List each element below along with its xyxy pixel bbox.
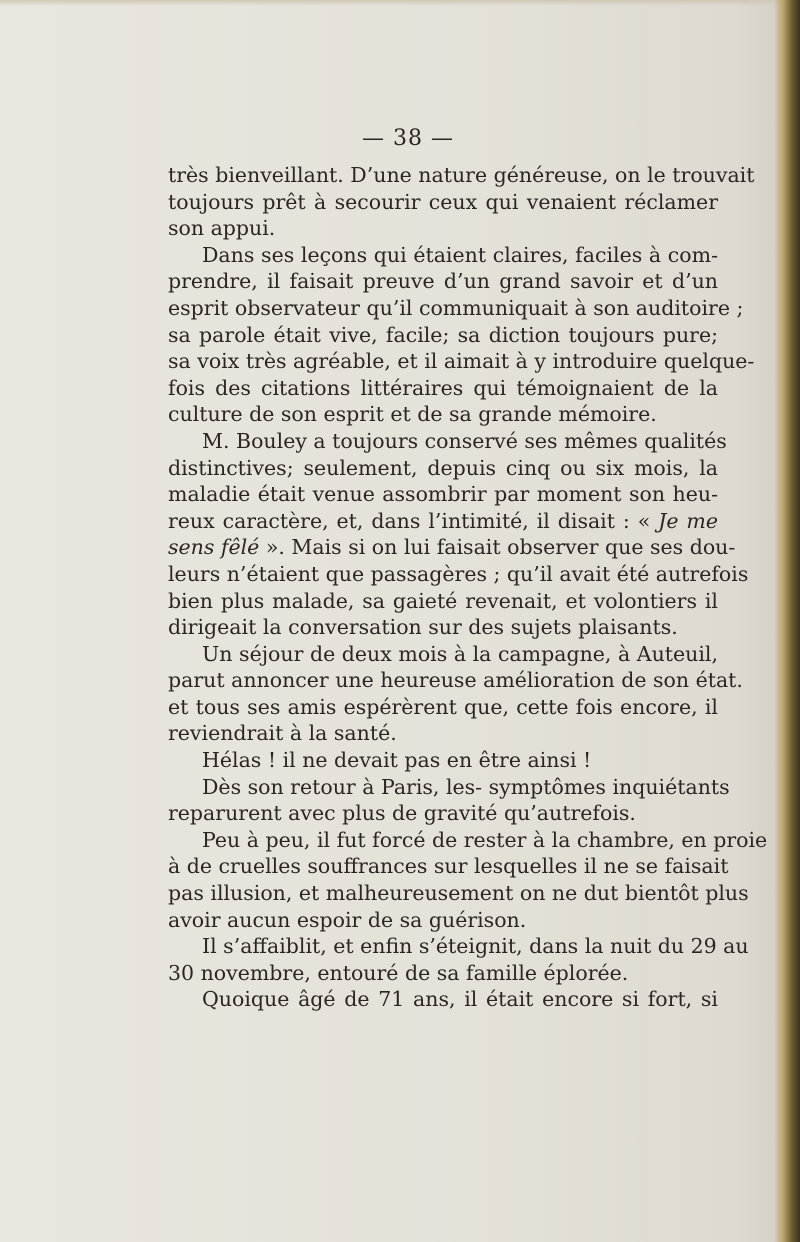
text-line: Quoique âgé de 71 ans, il était encore si fort, si — [202, 987, 718, 1012]
text-line: maladie était venue assombrir par moment son heu- — [168, 482, 718, 507]
text-line: Il s’affaiblit, et enfin s’éteignit, dans la nuit du 29 au — [202, 934, 749, 959]
text-line: avoir aucun espoir de sa guérison. — [168, 907, 527, 932]
text-line: reux caractère, et, dans l’intimité, il disait : « Je me — [168, 508, 719, 533]
text-line: leurs n’étaient que passagères ; qu’il avait été autrefois — [168, 561, 749, 586]
text-line: Hélas ! il ne devait pas en être ainsi ! — [202, 748, 592, 773]
text-line: toujours prêt à secourir ceux qui venaient réclamer — [168, 189, 718, 214]
body-text — [168, 162, 768, 1013]
text-line: et tous ses amis espérèrent que, cette fois encore, il — [168, 694, 718, 719]
text-line: à de cruelles souffrances sur lesquelles il ne se faisait — [168, 854, 729, 879]
text-line: sa voix très agréable, et il aimait à y introduire quelque- — [168, 349, 755, 374]
page-top-shading — [0, 0, 800, 6]
text-line: Dès son retour à Paris, les- symptômes inquiétants — [202, 774, 730, 799]
text-line: Un séjour de deux mois à la campagne, à Auteuil, — [202, 641, 718, 666]
text-line: sa parole était vive, facile; sa diction toujours pure; — [168, 322, 718, 347]
text-line: bien plus malade, sa gaieté revenait, et volontiers il — [168, 588, 718, 613]
text-line: pas illusion, et malheureusement on ne dut bientôt plus — [168, 881, 749, 906]
page-number: — 38 — — [362, 126, 454, 151]
text-line: Peu à peu, il fut forcé de rester à la chambre, en proie — [202, 827, 768, 852]
text-line: prendre, il faisait preuve d’un grand savoir et d’un — [168, 269, 718, 294]
text-line: parut annoncer une heureuse amélioration de son état. — [168, 668, 743, 693]
text-line: Dans ses leçons qui étaient claires, faciles à com- — [202, 242, 718, 267]
page-edge-shadow — [774, 0, 800, 1242]
text-line: dirigeait la conversation sur des sujets plaisants. — [168, 615, 678, 640]
text-line: reviendrait à la santé. — [168, 721, 397, 746]
text-line: sens fêlé ». Mais si on lui faisait observer que ses dou- — [168, 535, 736, 560]
text-line: distinctives; seulement, depuis cinq ou six mois, la — [168, 455, 718, 480]
text-line: très bienveillant. D’une nature généreuse, on le trouvait — [168, 163, 755, 187]
text-line: M. Bouley a toujours conservé ses mêmes qualités — [202, 428, 727, 453]
text-line: culture de son esprit et de sa grande mémoire. — [168, 402, 657, 427]
text-line: reparurent avec plus de gravité qu’autrefois. — [168, 801, 636, 826]
text-line: esprit observateur qu’il communiquait à son auditoire ; — [168, 295, 744, 320]
text-line: son appui. — [168, 216, 276, 241]
text-line: 30 novembre, entouré de sa famille éplorée. — [168, 960, 629, 985]
text-line: fois des citations littéraires qui témoignaient de la — [168, 375, 718, 400]
